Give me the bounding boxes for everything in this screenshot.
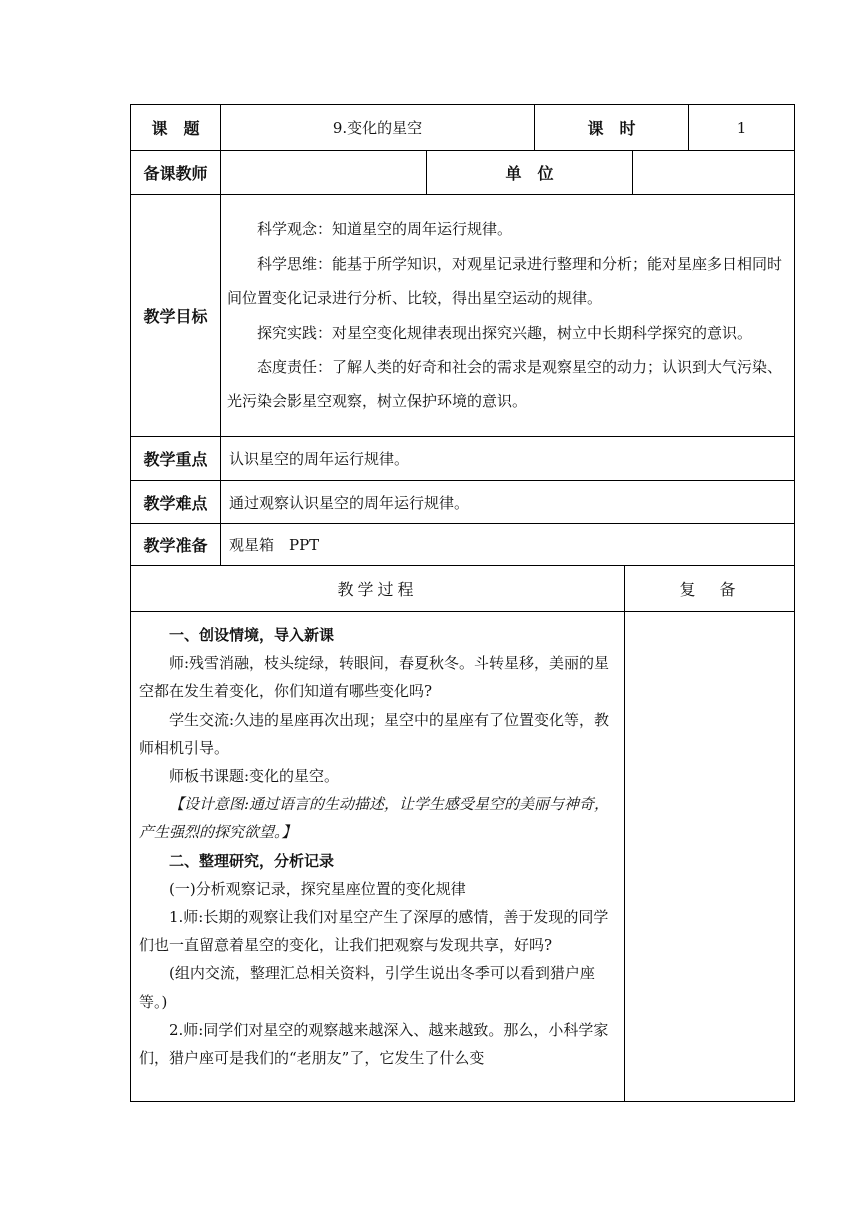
process-paragraph: (一)分析观察记录，探究星座位置的变化规律 <box>169 879 466 898</box>
process-paragraph: (组内交流，整理汇总相关资料，引学生说出冬季可以看到猎户座等。) <box>139 964 595 1011</box>
goal-practice: 探究实践：对星空变化规律表现出探究兴趣，树立中长期科学探究的意识。 <box>257 323 753 342</box>
section-heading-intro: 一、创设情境，导入新课 <box>169 626 335 644</box>
preparation-row <box>131 524 795 566</box>
key-point-value: 认识星空的周年运行规律。 <box>221 437 795 481</box>
period-value: 1 <box>689 105 795 151</box>
goals-label: 教学目标 <box>131 195 221 437</box>
process-table <box>130 565 795 1102</box>
process-header-row <box>131 566 795 612</box>
difficulty-label: 教学难点 <box>131 481 221 524</box>
topic-value: 9.变化的星空 <box>221 105 535 151</box>
section-heading-research: 二、整理研究，分析记录 <box>169 851 335 870</box>
process-header: 教学过程 <box>131 566 625 612</box>
topic-row <box>131 105 795 151</box>
preparation-label: 教学准备 <box>131 524 221 566</box>
unit-value <box>633 151 795 195</box>
lesson-info-table <box>130 104 795 566</box>
difficulty-row <box>131 481 795 524</box>
difficulty-value: 通过观察认识星空的周年运行规律。 <box>221 481 795 524</box>
teacher-value <box>221 151 427 195</box>
goal-thinking: 科学思维：能基于所学知识，对观星记录进行整理和分析；能对星座多日相同时间位置变化记录进行分析、比较，得出星空运动的规律。 <box>227 254 783 308</box>
goals-row <box>131 195 795 437</box>
goal-attitude: 态度责任：了解人类的好奇和社会的需求是观察星空的动力；认识到大气污染、光污染会影星空观察，树立保护环境的意识。 <box>227 357 783 411</box>
process-paragraph: 2.师:同学们对星空的观察越来越深入、越来越致。那么，小科学家们，猎户座可是我们的“老朋友”了，它发生了什么变 <box>139 1020 609 1068</box>
unit-label: 单 位 <box>427 151 633 195</box>
topic-label: 课 题 <box>131 105 221 151</box>
process-content <box>131 612 625 1102</box>
preparation-value: 观星箱 PPT <box>221 524 795 566</box>
process-paragraph: 学生交流:久违的星座再次出现；星空中的星座有了位置变化等，教师相机引导。 <box>139 710 610 757</box>
teacher-row <box>131 151 795 195</box>
process-paragraph: 师:残雪消融，枝头绽绿，转眼间，春夏秋冬。斗转星移，美丽的星空都在发生着变化，你们知道有哪些变化吗? <box>139 654 610 701</box>
goal-concept: 科学观念：知道星空的周年运行规律。 <box>257 220 513 239</box>
key-point-label: 教学重点 <box>131 437 221 481</box>
review-header: 复 备 <box>625 566 795 612</box>
key-point-row <box>131 437 795 481</box>
period-label: 课 时 <box>535 105 689 151</box>
teacher-label: 备课教师 <box>131 151 221 195</box>
process-body-row <box>131 612 795 1102</box>
design-intent-note: 【设计意图:通过语言的生动描述，让学生感受星空的美丽与神奇，产生强烈的探究欲望。】 <box>139 795 610 842</box>
review-column <box>625 612 795 1102</box>
process-paragraph: 1.师:长期的观察让我们对星空产生了深厚的感情，善于发现的同学们也一直留意着星空的变化，让我们把观察与发现共享，好吗? <box>139 908 609 955</box>
process-paragraph: 师板书课题:变化的星空。 <box>169 767 340 786</box>
goals-content <box>221 195 795 437</box>
